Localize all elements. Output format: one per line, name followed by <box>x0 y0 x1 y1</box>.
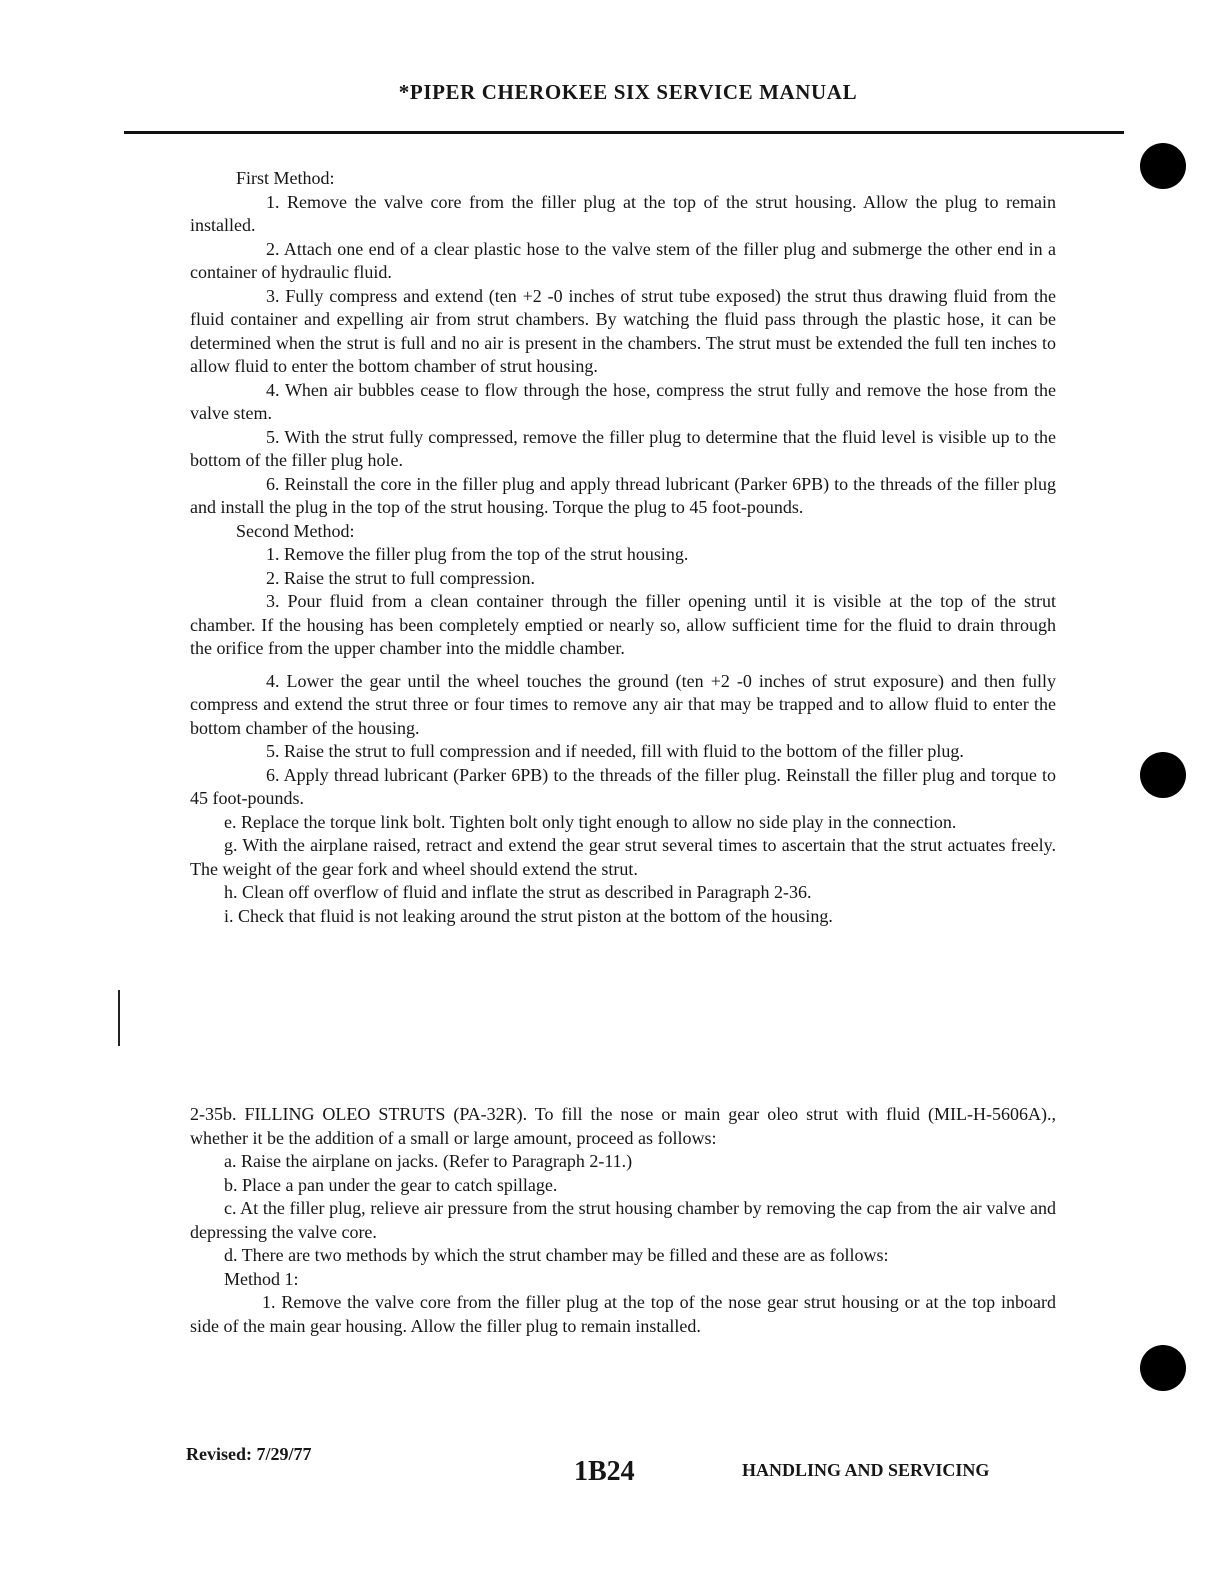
revision-change-bar <box>118 990 120 1046</box>
first-method-step: 4. When air bubbles cease to flow through the hose, compress the strut fully and remove the hose from the valve stem. <box>190 379 1056 423</box>
second-method-step: 4. Lower the gear until the wheel touches the ground (ten +2 -0 inches of strut exposure) and then fully compress and extend the strut three or four times to remove any air that may be trapped and to allow fluid to enter the bottom chamber of the housing. <box>190 670 1056 738</box>
first-method-heading: First Method: <box>236 168 335 188</box>
second-method-step: 5. Raise the strut to full compression and if needed, fill with fluid to the bottom of the filler plug. <box>266 741 964 761</box>
binder-hole-middle <box>1140 752 1186 798</box>
binder-hole-top <box>1140 143 1186 189</box>
second-method-heading: Second Method: <box>236 520 355 541</box>
lettered-step: b. Place a pan under the gear to catch spillage. <box>224 1174 558 1195</box>
section-2-35b <box>190 1103 1056 1338</box>
second-method-step: 6. Apply thread lubricant (Parker 6PB) to the threads of the filler plug. Reinstall the filler plug and torque to 45 foot-pounds. <box>190 764 1056 808</box>
lettered-step: i. Check that fluid is not leaking around the strut piston at the bottom of the housing. <box>224 905 833 926</box>
lettered-step: d. There are two methods by which the strut chamber may be filled and these are as follows: <box>224 1245 889 1265</box>
footer-section-name: HANDLING AND SERVICING <box>742 1460 990 1480</box>
second-method-step: 1. Remove the filler plug from the top of the strut housing. <box>266 544 689 564</box>
first-method-step: 3. Fully compress and extend (ten +2 -0 inches of strut tube exposed) the strut thus drawing fluid from the fluid container and expelling air from strut chambers. By watching the fluid pass through the plastic hose, it can be determined when the strut is full and no air is present in the chambers. The strut must be extended the full ten inches to allow fluid to enter the bottom chamber of strut housing. <box>190 285 1056 376</box>
second-method-step: 3. Pour fluid from a clean container through the filler opening until it is visible at the top of the strut chamber. If the housing has been completely emptied or nearly so, allow sufficient time for the fluid to drain through the orifice from the upper chamber into the middle chamber. <box>190 591 1056 658</box>
method-1-heading: Method 1: <box>224 1268 299 1289</box>
revision-date: Revised: 7/29/77 <box>186 1444 312 1464</box>
lettered-step: c. At the filler plug, relieve air pressure from the strut housing chamber by removing the cap from the air valve and depressing the valve core. <box>190 1198 1056 1242</box>
binder-hole-bottom <box>1140 1345 1186 1391</box>
section-filling-methods <box>190 167 1056 928</box>
lettered-step: a. Raise the airplane on jacks. (Refer to Paragraph 2-11.) <box>224 1151 633 1171</box>
first-method-step: 5. With the strut fully compressed, remove the filler plug to determine that the fluid level is visible up to the bottom of the filler plug hole. <box>190 426 1056 470</box>
page-number: 1B24 <box>574 1456 635 1487</box>
lettered-step: h. Clean off overflow of fluid and inflate the strut as described in Paragraph 2-36. <box>224 882 812 902</box>
first-method-step: 1. Remove the valve core from the filler plug at the top of the strut housing. Allow the plug to remain installed. <box>190 191 1056 235</box>
method-1-step: 1. Remove the valve core from the filler plug at the top of the nose gear strut housing or at the top inboard side of the main gear housing. Allow the filler plug to remain installed. <box>190 1292 1056 1336</box>
page-title: *PIPER CHEROKEE SIX SERVICE MANUAL <box>398 80 858 104</box>
first-method-step: 6. Reinstall the core in the filler plug and apply thread lubricant (Parker 6PB) to the threads of the filler plug and install the plug in the top of the strut housing. Torque the plug to 45 foot-pounds. <box>190 473 1056 517</box>
lettered-step: e. Replace the torque link bolt. Tighten bolt only tight enough to allow no side play in the connection. <box>224 811 957 832</box>
first-method-step: 2. Attach one end of a clear plastic hose to the valve stem of the filler plug and submerge the other end in a container of hydraulic fluid. <box>190 238 1056 282</box>
lettered-step: g. With the airplane raised, retract and extend the gear strut several times to ascertain that the strut actuates freely. The weight of the gear fork and wheel should extend the strut. <box>190 835 1056 879</box>
section-heading-paragraph: 2-35b. FILLING OLEO STRUTS (PA-32R). To fill the nose or main gear oleo strut with fluid (MIL-H-5606A)., whether it be the addition of a small or large amount, proceed as follows: <box>190 1104 1056 1148</box>
second-method-step: 2. Raise the strut to full compression. <box>266 567 535 588</box>
header-rule <box>124 131 1124 134</box>
